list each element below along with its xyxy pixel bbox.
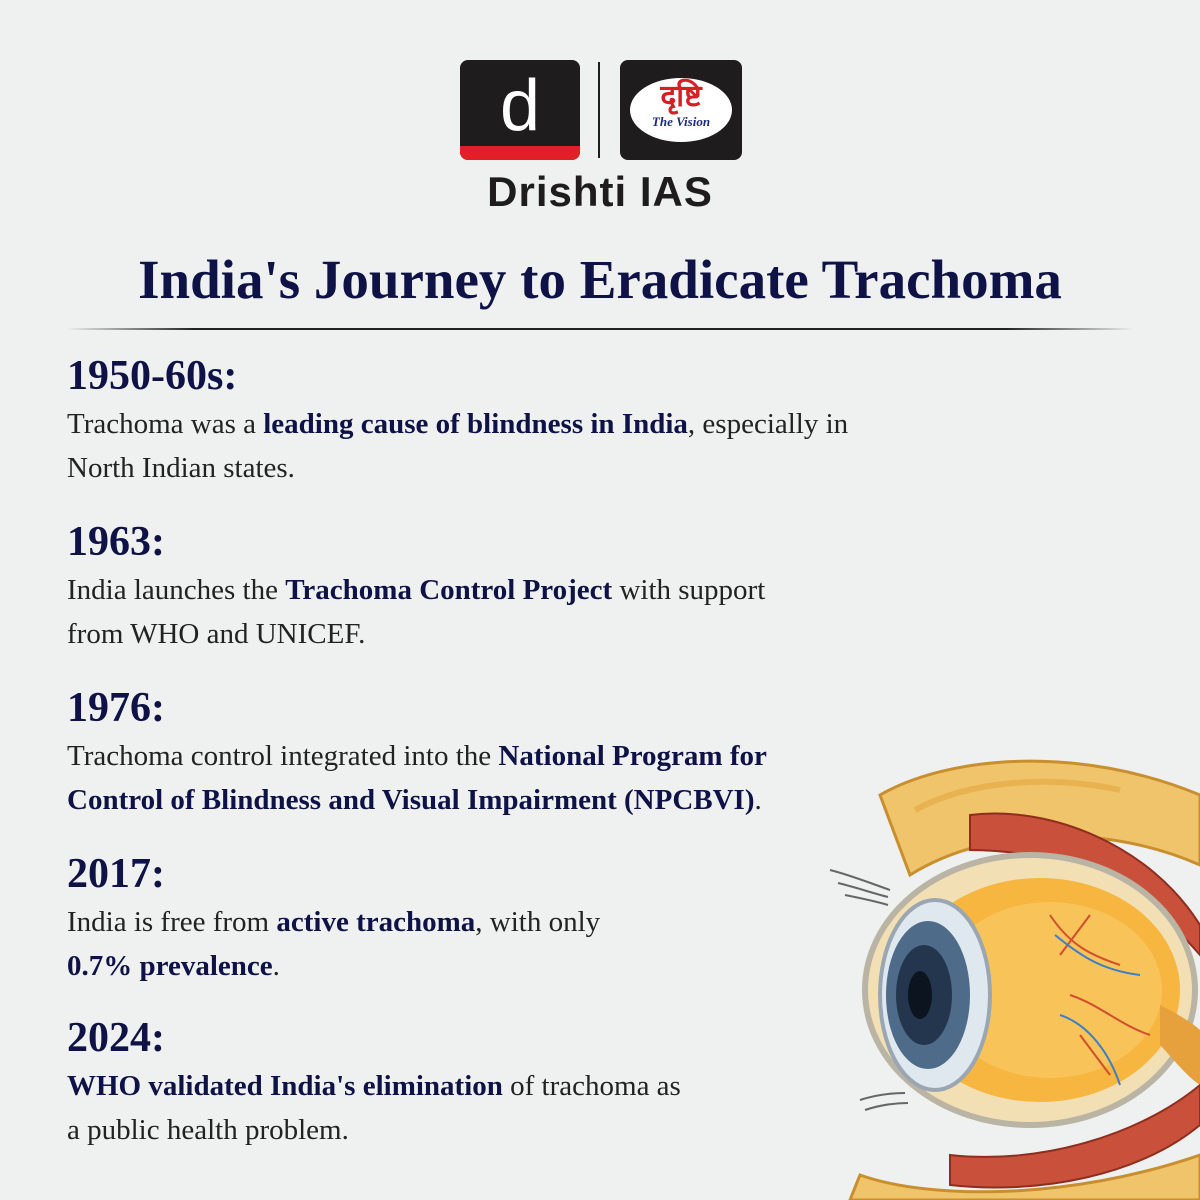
highlight-text: 0.7% prevalence: [67, 950, 273, 982]
page-title: India's Journey to Eradicate Trachoma: [138, 249, 1062, 310]
logo-divider: [598, 62, 600, 158]
logo-hindi-text: दृष्टि: [660, 79, 702, 114]
timeline-year: 1950-60s:: [67, 353, 238, 399]
highlight-text: active trachoma: [276, 906, 476, 938]
highlight-text: Control of Blindness and Visual Impairment (NPCBVI): [67, 784, 755, 816]
body-text: of trachoma as: [502, 1070, 681, 1102]
eye-anatomy-icon: [820, 755, 1200, 1200]
title-divider: [66, 328, 1134, 330]
highlight-text: leading cause of blindness in India: [263, 408, 688, 440]
body-text: , with only: [475, 906, 601, 938]
timeline-entry: [67, 352, 848, 490]
body-text: India is free from: [67, 906, 277, 938]
timeline-description: [67, 568, 765, 656]
timeline-description: [67, 900, 600, 988]
timeline-year: 1963:: [67, 519, 165, 565]
body-text: India launches the: [67, 574, 286, 606]
drishti-d-logo-icon: [460, 60, 580, 160]
body-text: with support: [612, 574, 766, 606]
body-text: , especially in: [687, 408, 849, 440]
highlight-text: Trachoma Control Project: [285, 574, 613, 606]
body-text: a public health problem.: [67, 1114, 349, 1146]
timeline-description: [67, 734, 767, 822]
body-text: .: [272, 950, 280, 982]
timeline-entry: [67, 850, 600, 988]
body-text: Trachoma was a: [67, 408, 264, 440]
body-text: North Indian states.: [67, 452, 295, 484]
body-text: .: [754, 784, 762, 816]
timeline-year: 1976:: [67, 685, 165, 731]
highlight-text: WHO validated India's elimination: [67, 1070, 503, 1102]
timeline-entry: [67, 684, 767, 822]
timeline-year: 2024:: [67, 1015, 165, 1061]
timeline-description: [67, 402, 848, 490]
logo-tagline: The Vision: [651, 114, 711, 129]
drishti-vision-logo-icon: [620, 60, 742, 160]
logo-letter: d: [499, 66, 541, 146]
body-text: Trachoma control integrated into the: [67, 740, 499, 772]
timeline-entry: [67, 1014, 681, 1152]
logo-row: [460, 60, 742, 160]
body-text: from WHO and UNICEF.: [67, 618, 366, 650]
timeline-description: [67, 1064, 681, 1152]
brand-name: Drishti IAS: [487, 168, 713, 215]
timeline-year: 2017:: [67, 851, 165, 897]
highlight-text: National Program for: [498, 740, 767, 772]
timeline-entry: [67, 518, 765, 656]
